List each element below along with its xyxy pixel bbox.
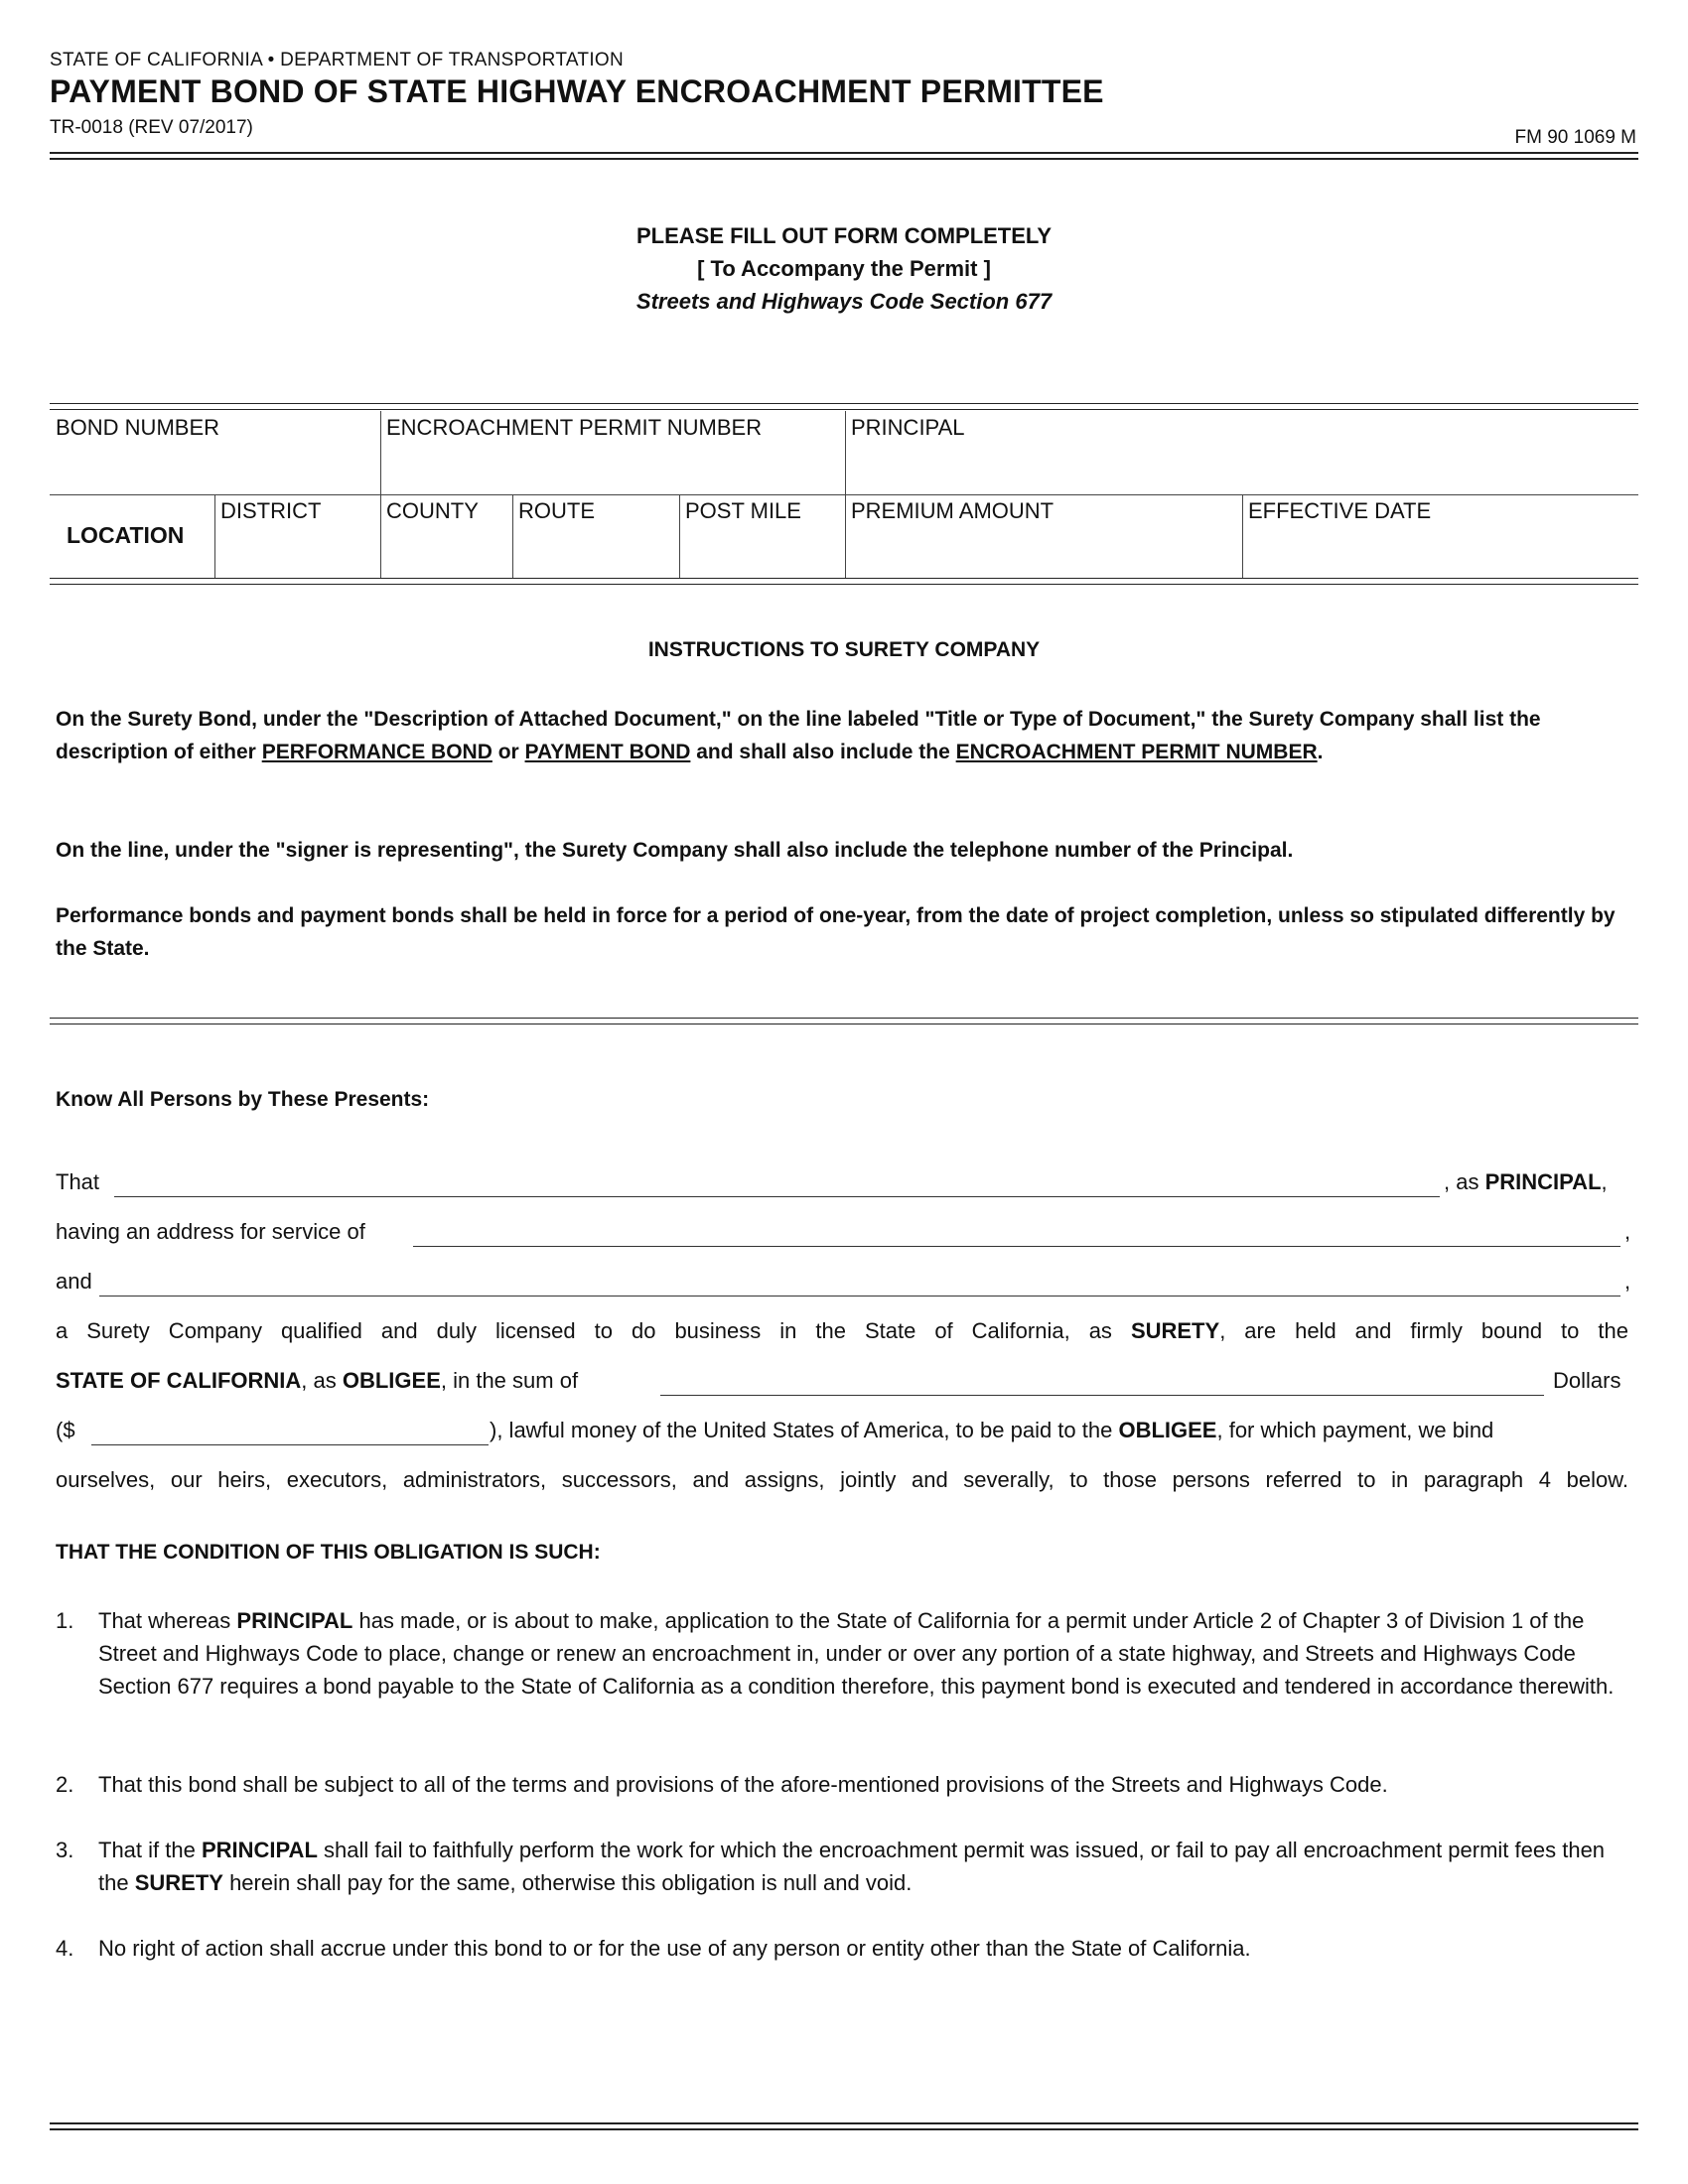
condition-item-1 xyxy=(56,1604,1634,1703)
item-number: 2. xyxy=(56,1772,74,1797)
dollar-sign-label: ($ xyxy=(56,1418,75,1442)
location-label: LOCATION xyxy=(67,522,185,548)
notice-block xyxy=(0,219,1688,318)
agency-name: STATE OF CALIFORNIA • DEPARTMENT OF TRANSPORTATION xyxy=(50,50,624,70)
address-input[interactable] xyxy=(413,1246,1620,1247)
payment-bond-term: PAYMENT BOND xyxy=(524,741,691,763)
encroachment-permit-term: ENCROACHMENT PERMIT NUMBER xyxy=(955,741,1318,763)
principal-field[interactable]: PRINCIPAL xyxy=(851,415,965,440)
text: , for which payment, we bind xyxy=(1216,1418,1494,1442)
item-number: 1. xyxy=(56,1608,74,1633)
text: , xyxy=(1601,1169,1608,1194)
item-text xyxy=(98,1834,1634,1899)
state-term: STATE OF CALIFORNIA xyxy=(56,1368,302,1393)
header-divider xyxy=(50,152,1638,160)
instr-text: and shall also include the xyxy=(690,741,956,763)
text: That whereas xyxy=(98,1608,237,1633)
table-top-border xyxy=(50,403,1638,410)
surety-term: SURETY xyxy=(1130,1318,1220,1343)
principal-name-input[interactable] xyxy=(114,1196,1440,1197)
text: ), lawful money of the United States of America, to be paid to the xyxy=(490,1418,1119,1442)
notice-line-3: Streets and Highways Code Section 677 xyxy=(635,289,1053,314)
post-mile-field[interactable]: POST MILE xyxy=(685,498,801,523)
dollars-label: Dollars xyxy=(1553,1368,1621,1393)
fm-number: FM 90 1069 M xyxy=(1514,127,1636,148)
lawful-money-statement xyxy=(490,1416,1493,1445)
item-number: 3. xyxy=(56,1838,74,1862)
principal-term: PRINCIPAL xyxy=(1484,1169,1602,1194)
effective-date-field[interactable]: EFFECTIVE DATE xyxy=(1248,498,1432,523)
comma: , xyxy=(1624,1269,1631,1294)
principal-term: PRINCIPAL xyxy=(236,1608,353,1633)
bond-info-table xyxy=(50,411,1638,578)
item-text: That this bond shall be subject to all of the terms and provisions of the afore-mentioned provisions of the Streets and Highways Code. xyxy=(98,1772,1388,1797)
form-number: TR-0018 (REV 07/2017) xyxy=(50,117,253,138)
text: has made, or is about to make, application to the State of California for a permit under Article 2 of Chapter 3 of Division 1 of the Street and Highways Code to place, change or renew an encroachment in, under or over any portion of a state highway, and Streets and Highways Code Section 677 requires a bond payable to the State of California as a condition therefore, this payment bond is executed and tendered in accordance therewith. xyxy=(98,1608,1615,1699)
performance-bond-term: PERFORMANCE BOND xyxy=(261,741,492,763)
binding-statement: ourselves, our heirs, executors, administrators, successors, and assigns, jointly and severally, to those persons referred to in paragraph 4 below. xyxy=(56,1467,1628,1492)
conditions-heading: THAT THE CONDITION OF THIS OBLIGATION IS SUCH: xyxy=(56,1541,601,1564)
form-title: PAYMENT BOND OF STATE HIGHWAY ENCROACHMENT PERMITTEE xyxy=(50,73,1104,109)
principal-term: PRINCIPAL xyxy=(201,1838,318,1862)
obligee-statement xyxy=(56,1366,578,1396)
item-text: No right of action shall accrue under this bond to or for the use of any person or entity other than the State of California. xyxy=(98,1936,1251,1961)
instr-text: or xyxy=(492,741,525,763)
instructions-heading: INSTRUCTIONS TO SURETY COMPANY xyxy=(647,638,1041,661)
obligee-term: OBLIGEE xyxy=(1118,1418,1217,1442)
instr-text: . xyxy=(1317,741,1324,763)
text: , as xyxy=(301,1368,343,1393)
condition-item-4 xyxy=(56,1932,1634,1965)
that-label: That xyxy=(56,1169,100,1194)
text: , in the sum of xyxy=(440,1368,579,1393)
text: , are held and firmly bound to the xyxy=(1219,1318,1628,1343)
surety-statement xyxy=(56,1316,1628,1346)
premium-amount-field[interactable]: PREMIUM AMOUNT xyxy=(851,498,1055,523)
address-label: having an address for service of xyxy=(56,1219,365,1244)
surety-name-input[interactable] xyxy=(99,1296,1620,1297)
text: shall fail to faithfully perform the work for which the encroachment permit was issued, or fail to pay all encroachment permit fees then the xyxy=(98,1838,1606,1895)
instructions-paragraph-3: Performance bonds and payment bonds shall be held in force for a period of one-year, from the date of project completion, unless so stipulated differently by the State. xyxy=(56,904,1616,960)
item-text xyxy=(98,1604,1634,1703)
text: herein shall pay for the same, otherwise this obligation is null and void. xyxy=(222,1870,913,1895)
text: a Surety Company qualified and duly licensed to do business in the State of California, as xyxy=(56,1318,1112,1343)
instr-text: On the Surety Bond, under the "Description of Attached Document," on the line labeled "Title or Type of Document," the Surety Company shall list the description of either xyxy=(56,708,1541,763)
comma: , xyxy=(1624,1219,1631,1244)
sum-words-input[interactable] xyxy=(660,1395,1544,1396)
condition-item-3 xyxy=(56,1834,1634,1899)
instructions-paragraph-1 xyxy=(56,703,1634,768)
sum-amount-input[interactable] xyxy=(91,1444,489,1445)
condition-item-2 xyxy=(56,1768,1634,1801)
notice-line-2: [ To Accompany the Permit ] xyxy=(697,256,991,281)
obligee-term: OBLIGEE xyxy=(342,1368,441,1393)
text: That if the xyxy=(98,1838,202,1862)
item-number: 4. xyxy=(56,1936,74,1961)
footer-divider xyxy=(50,2122,1638,2130)
bond-number-field[interactable]: BOND NUMBER xyxy=(56,415,220,440)
route-field[interactable]: ROUTE xyxy=(518,498,595,523)
text: , as xyxy=(1444,1169,1485,1194)
section-divider xyxy=(50,1018,1638,1024)
county-field[interactable]: COUNTY xyxy=(386,498,479,523)
know-all-persons: Know All Persons by These Presents: xyxy=(56,1088,430,1111)
encroachment-permit-number-field[interactable]: ENCROACHMENT PERMIT NUMBER xyxy=(386,415,763,440)
instructions-paragraph-2: On the line, under the "signer is representing", the Surety Company shall also include the telephone number of the Principal. xyxy=(56,839,1294,862)
surety-term: SURETY xyxy=(134,1870,223,1895)
and-label: and xyxy=(56,1269,92,1294)
notice-line-1: PLEASE FILL OUT FORM COMPLETELY xyxy=(635,223,1053,248)
district-field[interactable]: DISTRICT xyxy=(220,498,322,523)
as-principal-label xyxy=(1444,1167,1608,1197)
table-bottom-border xyxy=(50,578,1638,585)
